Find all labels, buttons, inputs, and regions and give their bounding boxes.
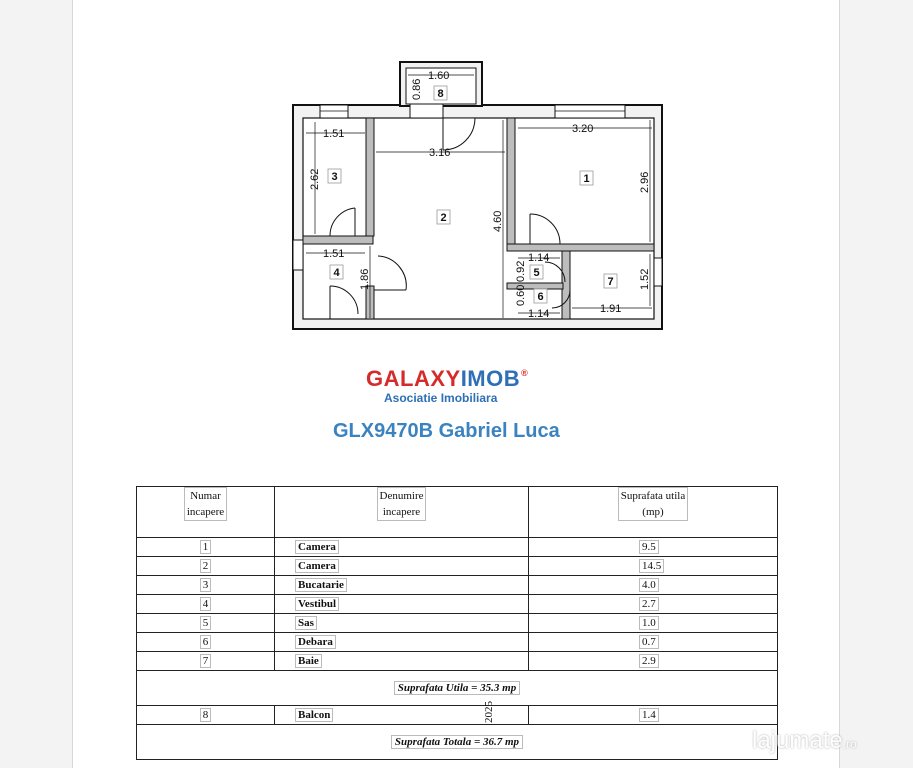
dim-label: 0.92 [515,260,527,282]
dim-label: 0.86 [411,78,423,100]
svg-text:1: 1 [583,173,590,185]
floor-plan [0,0,913,340]
table-row [137,614,778,633]
dim-label: 2.62 [309,168,321,190]
dim-label: 1.86 [359,268,371,290]
brand-tagline: Asociatie Imobiliara [384,391,498,405]
room-area: 2.9 [639,654,659,668]
dim-label: 1.91 [600,303,622,315]
dim-label: 1.60 [428,70,450,82]
header-cell: Numar incapere [137,487,275,538]
area-table [136,486,778,760]
dim-label: 1.51 [323,248,345,260]
table-row [137,652,778,671]
room-marker-5 [530,265,543,279]
room-number: 5 [200,616,212,630]
room-area: 0.7 [639,635,659,649]
dim-label: 1.51 [323,128,345,140]
room-number: 4 [200,597,212,611]
room-name: Balcon [295,708,333,722]
room-area: 14.5 [639,559,664,573]
dim-label: 1.52 [639,268,651,290]
dim-label: 3.16 [429,147,451,159]
svg-text:8: 8 [437,88,444,100]
table-row [137,706,778,725]
table-row [137,576,778,595]
svg-text:7: 7 [607,276,614,288]
room-marker-2 [437,210,450,224]
room-name: Debara [295,635,336,649]
room-marker-1 [580,171,593,185]
room-area: 1.0 [639,616,659,630]
room-area: 4.0 [639,578,659,592]
header-cell: Suprafata utila (mp) [529,487,778,538]
svg-text:3: 3 [331,171,338,183]
dim-label: 1.14 [528,252,550,264]
table-row [137,633,778,652]
header-cell: Denumire incapere [275,487,529,538]
room-number: 7 [200,654,212,668]
dim-label: 4.60 [492,210,504,232]
room-area: 1.4 [639,708,659,722]
lajumate-watermark-icon [708,725,748,755]
room-number: 2 [200,559,212,573]
dim-label: 1.14 [528,308,550,320]
overlap-mark: 2025 [483,701,495,723]
room-number: 3 [200,578,212,592]
room-number: 1 [200,540,212,554]
room-marker-7 [604,274,617,288]
room-area: 9.5 [639,540,659,554]
useful-area-total: Suprafata Utila = 35.3 mp [394,681,520,695]
room-name: Baie [295,654,322,668]
room-name: Camera [295,559,339,573]
table-row [137,595,778,614]
table-row [137,557,778,576]
room-name: Vestibul [295,597,339,611]
room-area: 2.7 [639,597,659,611]
dim-label: 0.60 [515,284,527,306]
room-marker-4 [330,265,343,279]
room-name: Camera [295,540,339,554]
table-header-row [137,487,778,538]
watermark: lajumate.ro [752,727,857,754]
listing-title: GLX9470B Gabriel Luca [333,420,560,442]
brand-logo: GALAXYIMOB® [366,366,529,391]
room-marker-6 [534,289,547,303]
svg-text:6: 6 [537,291,544,303]
total-area: Suprafata Totala = 36.7 mp [391,735,523,749]
room-marker-3 [328,169,341,183]
room-name: Bucatarie [295,578,347,592]
room-number: 8 [200,708,212,722]
room-number: 6 [200,635,212,649]
useful-area-total-row [137,671,778,706]
svg-text:2: 2 [440,212,447,224]
svg-text:4: 4 [333,267,340,279]
svg-text:5: 5 [533,267,540,279]
dim-label: 2.96 [639,171,651,193]
room-name: Sas [295,616,317,630]
total-area-row [137,725,778,760]
dim-label: 3.20 [572,123,594,135]
table-row [137,538,778,557]
room-marker-8 [434,86,447,100]
